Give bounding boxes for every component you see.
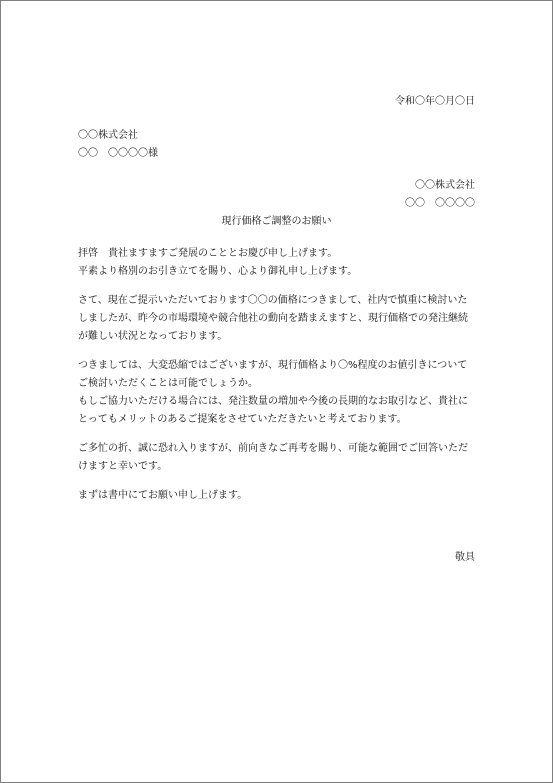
letter-closing: 敬具 xyxy=(455,552,475,563)
paragraph-line: ご多忙の折、誠に恐れ入りますが、前向きなご再考を賜り、可能な範囲でご回答いただけますと幸いです。 xyxy=(78,443,468,472)
letter-date: 令和〇年〇月〇日 xyxy=(395,96,475,107)
sender-person: 〇〇 〇〇〇〇 xyxy=(405,198,475,209)
recipient-person: 〇〇 〇〇〇〇様 xyxy=(78,148,158,159)
paragraph-line: 平素より格別のお引き立てを賜り、心より御礼申し上げます。 xyxy=(78,266,358,277)
recipient-block xyxy=(78,127,475,163)
recipient-company: 〇〇株式会社 xyxy=(78,130,138,141)
paragraph-request xyxy=(78,357,475,429)
letter-subject: 現行価格ご調整のお願い xyxy=(221,216,332,227)
sender-company: 〇〇株式会社 xyxy=(415,180,475,191)
paragraph-line: もしご協力いただける場合には、発注数量の増加や今後の長期的なお取引など、貴社にとってもメリットのあるご提案をさせていただきたいと考えております。 xyxy=(78,396,468,425)
paragraph-reply xyxy=(78,440,475,476)
paragraph-final xyxy=(78,487,475,505)
paragraph-line: さて、現在ご提示いただいております〇〇の価格につきまして、社内で慎重に検討いたしましたが、昨今の市場環境や競合他社の動向を踏まえますと、現行価格での発注継続が難しい状況となっております。 xyxy=(78,295,468,342)
sender-block xyxy=(78,177,475,213)
paragraph-greeting xyxy=(78,245,475,281)
paragraph-line: つきましては、大変恐縮ではございますが、現行価格より〇%程度のお値引きについてご検討いただくことは可能でしょうか。 xyxy=(78,360,468,389)
paragraph-line: まずは書中にてお願い申し上げます。 xyxy=(78,490,248,501)
letter-body xyxy=(78,93,475,567)
paragraph-situation xyxy=(78,292,475,346)
paragraph-line: 拝啓 貴社ますますご発展のこととお慶び申し上げます。 xyxy=(78,248,338,259)
